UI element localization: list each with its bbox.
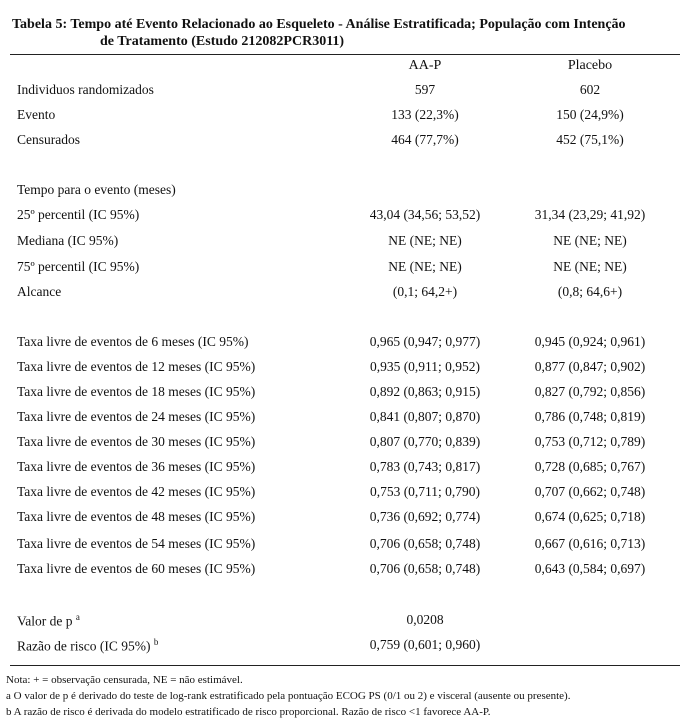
table-row-pvalue (0, 612, 700, 632)
table-row-hazard-ratio (0, 637, 700, 657)
bottom-rule (10, 665, 680, 666)
row-value-placebo: 150 (24,9%) (556, 107, 624, 122)
table-row (0, 384, 700, 404)
row-value-placebo: 0,753 (0,712; 0,789) (534, 434, 646, 449)
row-value-aa-p: 0,892 (0,863; 0,915) (369, 384, 481, 399)
row-value-aa-p: 0,706 (0,658; 0,748) (369, 561, 481, 576)
column-header-aa-p: AA-P (408, 58, 442, 73)
row-label: Taxa livre de eventos de 6 meses (IC 95%) (17, 334, 249, 349)
row-value-placebo: 0,786 (0,748; 0,819) (534, 409, 646, 424)
row-value-aa-p: 0,935 (0,911; 0,952) (369, 359, 481, 374)
row-label: Individuos randomizados (17, 82, 154, 97)
row-label: Mediana (IC 95%) (17, 233, 119, 248)
row-label: Razão de risco (IC 95%) $^b$ (17, 637, 159, 654)
table-row (0, 459, 700, 479)
table-row (0, 509, 700, 529)
row-value-aa-p: 43,04 (34,56; 53,52) (369, 207, 481, 222)
row-label: Tempo para o evento (meses) (17, 182, 176, 197)
row-value-aa-p: 0,841 (0,807; 0,870) (369, 409, 481, 424)
row-value-aa-p: 0,736 (0,692; 0,774) (369, 509, 481, 524)
row-label: Taxa livre de eventos de 12 meses (IC 95%) (17, 359, 256, 374)
row-value-placebo: 0,674 (0,625; 0,718) (534, 509, 646, 524)
table-row (0, 536, 700, 556)
top-rule (10, 54, 680, 55)
table-row (0, 182, 700, 202)
row-label: Taxa livre de eventos de 36 meses (IC 95%) (17, 459, 256, 474)
table-row (0, 284, 700, 304)
table-row (0, 82, 700, 102)
row-label: Taxa livre de eventos de 18 meses (IC 95%) (17, 384, 256, 399)
row-value-placebo: 0,877 (0,847; 0,902) (534, 359, 646, 374)
column-header-placebo: Placebo (567, 58, 613, 73)
table-row (0, 434, 700, 454)
table-row (0, 107, 700, 127)
row-value-placebo: 0,945 (0,924; 0,961) (534, 334, 646, 349)
row-value-placebo: 0,643 (0,584; 0,697) (534, 561, 646, 576)
table-row (0, 359, 700, 379)
row-value-aa-p: 0,706 (0,658; 0,748) (369, 536, 481, 551)
table-row (0, 484, 700, 504)
row-label: Evento (17, 107, 56, 122)
row-label: 25º percentil (IC 95%) (17, 207, 140, 222)
row-value-aa-p: 0,807 (0,770; 0,839) (369, 434, 481, 449)
row-value-placebo: 31,34 (23,29; 41,92) (534, 207, 646, 222)
row-label: Taxa livre de eventos de 48 meses (IC 95%) (17, 509, 256, 524)
table-row (0, 233, 700, 253)
row-value-aa-p: NE (NE; NE) (388, 233, 462, 248)
row-value-aa-p: 133 (22,3%) (391, 107, 459, 122)
table-title-line-1: Tabela 5: Tempo até Evento Relacionado ao Esqueleto - Análise Estratificada; População com Intenção (12, 17, 626, 32)
row-value-placebo: (0,8; 64,6+) (557, 284, 623, 299)
row-value-placebo: 602 (579, 82, 601, 97)
row-value-pvalue: 0,0208 (406, 612, 444, 627)
row-label: Taxa livre de eventos de 60 meses (IC 95%) (17, 561, 256, 576)
table-row (0, 334, 700, 354)
table-row (0, 259, 700, 279)
row-label: Alcance (17, 284, 62, 299)
row-label: Taxa livre de eventos de 24 meses (IC 95%) (17, 409, 256, 424)
row-label: Taxa livre de eventos de 42 meses (IC 95%) (17, 484, 256, 499)
row-value-placebo: 0,827 (0,792; 0,856) (534, 384, 646, 399)
row-value-aa-p: 464 (77,7%) (391, 132, 459, 147)
row-value-aa-p: 597 (414, 82, 436, 97)
row-value-placebo: 0,707 (0,662; 0,748) (534, 484, 646, 499)
table-title (12, 16, 682, 50)
row-label: Censurados (17, 132, 80, 147)
row-value-placebo: NE (NE; NE) (553, 233, 627, 248)
table-row (0, 561, 700, 581)
row-value-aa-p: (0,1; 64,2+) (392, 284, 458, 299)
table-row (0, 207, 700, 227)
note-line: b A razão de risco é derivada do modelo estratificado de risco proporcional. Razão de risco <1 favorece AA-P. (6, 706, 491, 718)
table-row (0, 132, 700, 152)
row-value-placebo: 452 (75,1%) (556, 132, 624, 147)
row-value-aa-p: 0,753 (0,711; 0,790) (369, 484, 481, 499)
row-value-aa-p: 0,965 (0,947; 0,977) (369, 334, 481, 349)
row-label: 75º percentil (IC 95%) (17, 259, 140, 274)
row-value-placebo: NE (NE; NE) (553, 259, 627, 274)
row-label: Taxa livre de eventos de 30 meses (IC 95%) (17, 434, 256, 449)
table-title-line-2: de Tratamento (Estudo 212082PCR3011) (100, 34, 345, 49)
row-label: Valor de p $^a$ (17, 612, 80, 629)
row-value-placebo: 0,728 (0,685; 0,767) (534, 459, 646, 474)
row-label: Taxa livre de eventos de 54 meses (IC 95%) (17, 536, 256, 551)
note-line: a O valor de p é derivado do teste de log-rank estratificado pela pontuação ECOG PS (0/1 ou 2) e visceral (ausente ou presente). (6, 690, 571, 702)
row-value-aa-p: NE (NE; NE) (388, 259, 462, 274)
note-line: Nota: + = observação censurada, NE = não estimável. (6, 674, 243, 686)
row-value-hazard-ratio: 0,759 (0,601; 0,960) (369, 637, 481, 652)
row-value-placebo: 0,667 (0,616; 0,713) (534, 536, 646, 551)
table-row (0, 409, 700, 429)
table-notes (6, 672, 696, 720)
row-value-aa-p: 0,783 (0,743; 0,817) (369, 459, 481, 474)
